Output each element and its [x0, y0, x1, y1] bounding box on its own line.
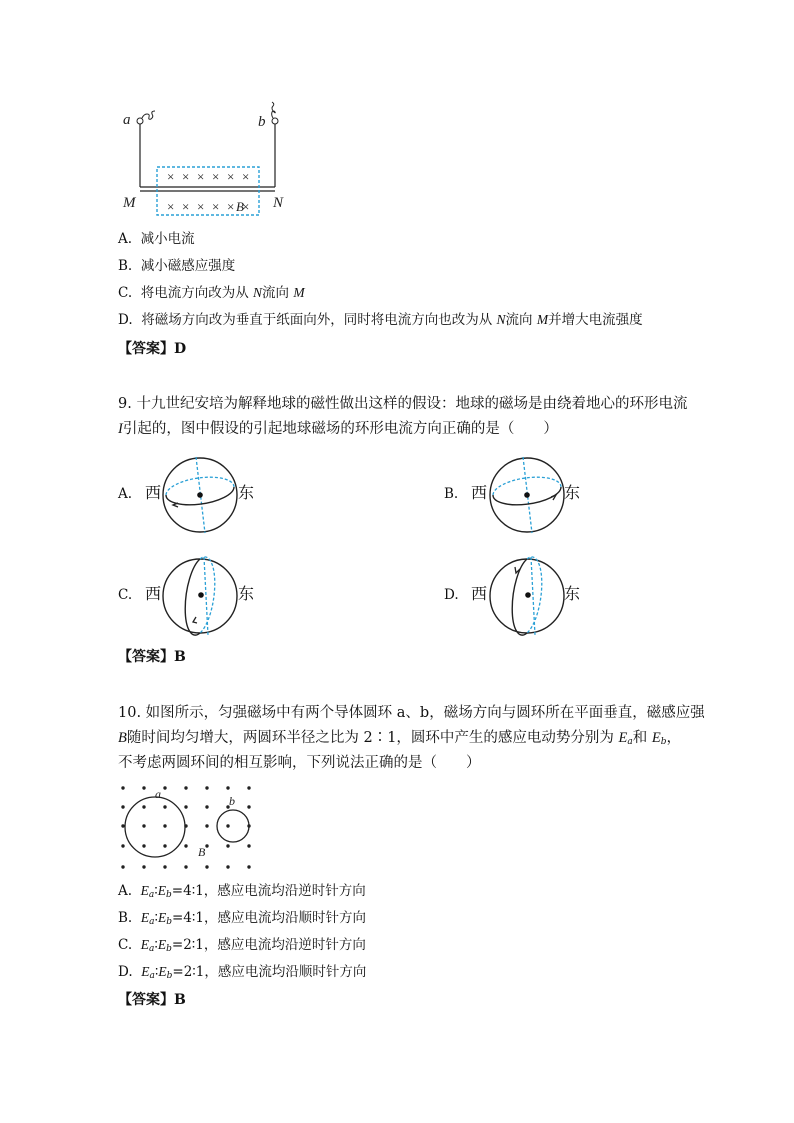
- emf-b-sub: b: [166, 890, 172, 900]
- terminal-a: [137, 118, 143, 124]
- option-letter: A.: [118, 231, 133, 247]
- label-a: a: [155, 787, 161, 801]
- q9-globe-a: [160, 455, 240, 535]
- q9-option-d-west: 西: [471, 584, 488, 603]
- q9-globe-c: [160, 555, 240, 637]
- q9-option-c-west: 西: [145, 584, 162, 603]
- emf-a: E: [618, 730, 628, 746]
- q9-option-a-west: 西: [145, 483, 162, 502]
- emf-b: E: [157, 883, 167, 898]
- label-N: N: [273, 195, 284, 211]
- q10-option-c: [118, 935, 366, 959]
- emf-b-sub: b: [660, 737, 667, 747]
- option-text: =4∶1，感应电流均沿逆时针方向: [171, 883, 366, 899]
- emf-a: E: [141, 964, 150, 979]
- q9-globe-b: [487, 455, 567, 535]
- q8-circuit-figure: [115, 95, 305, 225]
- rod-mn: [140, 187, 275, 191]
- q10-option-d: [118, 962, 366, 986]
- ring-a: [125, 797, 185, 857]
- emf-b: E: [157, 910, 167, 925]
- cross-mark: ×: [227, 199, 235, 214]
- label-b: b: [229, 794, 235, 808]
- option-text: 流向: [262, 285, 294, 301]
- option-text: 减小磁感应强度: [140, 258, 236, 274]
- cross-mark: ×: [212, 169, 220, 184]
- option-var: M: [536, 312, 549, 327]
- cross-mark: ×: [197, 199, 205, 214]
- option-var: N: [496, 312, 506, 327]
- q10-option-b: [118, 908, 366, 932]
- emf-a-sub: a: [627, 737, 633, 747]
- emf-b-sub: b: [166, 971, 173, 981]
- q8-option-a: [118, 229, 195, 249]
- cross-mark: ×: [167, 169, 175, 184]
- option-letter: B.: [118, 258, 133, 274]
- ratio-sign: ∶: [154, 937, 158, 953]
- terminal-b: [272, 118, 278, 124]
- q9-globe-d: [487, 555, 567, 637]
- q8-option-d: [118, 310, 643, 330]
- emf-a: E: [140, 910, 150, 925]
- cross-mark: ×: [182, 199, 190, 214]
- emf-b-sub: b: [166, 917, 172, 927]
- q9-option-d-east: 东: [564, 584, 581, 603]
- q10-stem-line-2: [118, 727, 681, 753]
- option-text: =2∶1，感应电流均沿顺时针方向: [172, 964, 367, 980]
- emf-a: E: [140, 883, 149, 898]
- q9-option-c-letter: C.: [118, 587, 133, 603]
- field-var: B: [118, 730, 127, 746]
- current-var: I: [118, 421, 123, 437]
- q10-option-a: [118, 881, 366, 905]
- label-b: b: [258, 114, 266, 130]
- lead-b: [272, 102, 276, 118]
- q9-option-c-east: 东: [238, 584, 255, 603]
- label-B: B: [236, 199, 244, 214]
- q8-option-b: [118, 256, 235, 276]
- q9-answer: 【答案】B: [118, 649, 186, 665]
- cross-mark: ×: [227, 169, 235, 184]
- ratio-sign: ∶: [154, 964, 159, 980]
- q9-stem-text: 引起的，图中假设的引起地球磁场的环形电流方向正确的是（ ）: [122, 421, 558, 437]
- emf-b-sub: b: [166, 944, 172, 954]
- q8-option-c: [118, 283, 305, 303]
- option-letter: D.: [118, 312, 133, 328]
- q9-option-a-letter: A.: [118, 486, 133, 502]
- cross-row-1: [167, 169, 249, 184]
- cross-mark: ×: [197, 169, 205, 184]
- q9-option-b-west: 西: [471, 483, 488, 502]
- option-letter: B.: [118, 910, 133, 926]
- option-text: 并增大电流强度: [548, 312, 643, 328]
- option-letter: C.: [118, 285, 133, 301]
- emf-b: E: [651, 730, 661, 746]
- emf-a: E: [140, 937, 149, 952]
- cross-mark: ×: [167, 199, 175, 214]
- label-B: B: [198, 845, 206, 859]
- q9-option-b-east: 东: [564, 483, 581, 502]
- ring-b: [217, 810, 249, 842]
- option-text: 减小电流: [140, 231, 195, 247]
- cross-mark: ×: [242, 169, 250, 184]
- emf-a-sub: a: [149, 917, 155, 927]
- emf-a-sub: a: [148, 944, 155, 954]
- label-M: M: [123, 195, 136, 211]
- ratio-sign: ∶: [154, 910, 158, 926]
- option-text: =4∶1，感应电流均沿顺时针方向: [171, 910, 366, 926]
- emf-b: E: [157, 937, 167, 952]
- q9-option-b-letter: B.: [444, 486, 459, 502]
- q8-answer: 【答案】D: [118, 341, 187, 357]
- option-text: 将电流方向改为从: [140, 285, 254, 301]
- cross-mark: ×: [182, 169, 190, 184]
- q10-stem-text: 和: [632, 730, 652, 746]
- q9-stem-line-2: [118, 418, 558, 440]
- emf-a-sub: a: [149, 971, 155, 981]
- option-letter: A.: [118, 883, 133, 899]
- q10-stem-text: ，: [666, 730, 681, 746]
- option-text: =2∶1，感应电流均沿逆时针方向: [171, 937, 366, 953]
- option-text: 将磁场方向改为垂直于纸面向外，同时将电流方向也改为从: [141, 312, 497, 328]
- option-var: N: [253, 285, 263, 300]
- q10-rings-figure: [115, 780, 265, 875]
- cross-mark: ×: [242, 199, 250, 214]
- option-letter: C.: [118, 937, 133, 953]
- label-a: a: [123, 112, 131, 128]
- cross-mark: ×: [212, 199, 220, 214]
- option-letter: D.: [118, 964, 133, 980]
- lead-a: [142, 111, 155, 119]
- q10-stem-text: 随时间均匀增大，两圆环半径之比为 2∶1，圆环中产生的感应电动势分别为: [126, 730, 619, 746]
- q10-answer: 【答案】B: [118, 992, 186, 1008]
- q9-option-a-east: 东: [238, 483, 255, 502]
- ratio-sign: ∶: [154, 883, 158, 899]
- option-var: M: [293, 285, 305, 300]
- q9-stem-line-1: 9. 十九世纪安培为解释地球的磁性做出这样的假设：地球的磁场是由绕着地心的环形电流: [118, 396, 688, 412]
- q9-option-d-letter: D.: [444, 587, 459, 603]
- q10-stem-line-1: 10. 如图所示，匀强磁场中有两个导体圆环 a、b，磁场方向与圆环所在平面垂直，磁感应强: [118, 705, 705, 721]
- emf-b: E: [158, 964, 167, 979]
- q10-stem-line-3: 不考虑两圆环间的相互影响，下列说法正确的是（ ）: [118, 755, 481, 771]
- emf-a-sub: a: [148, 890, 155, 900]
- option-text: 流向: [505, 312, 537, 328]
